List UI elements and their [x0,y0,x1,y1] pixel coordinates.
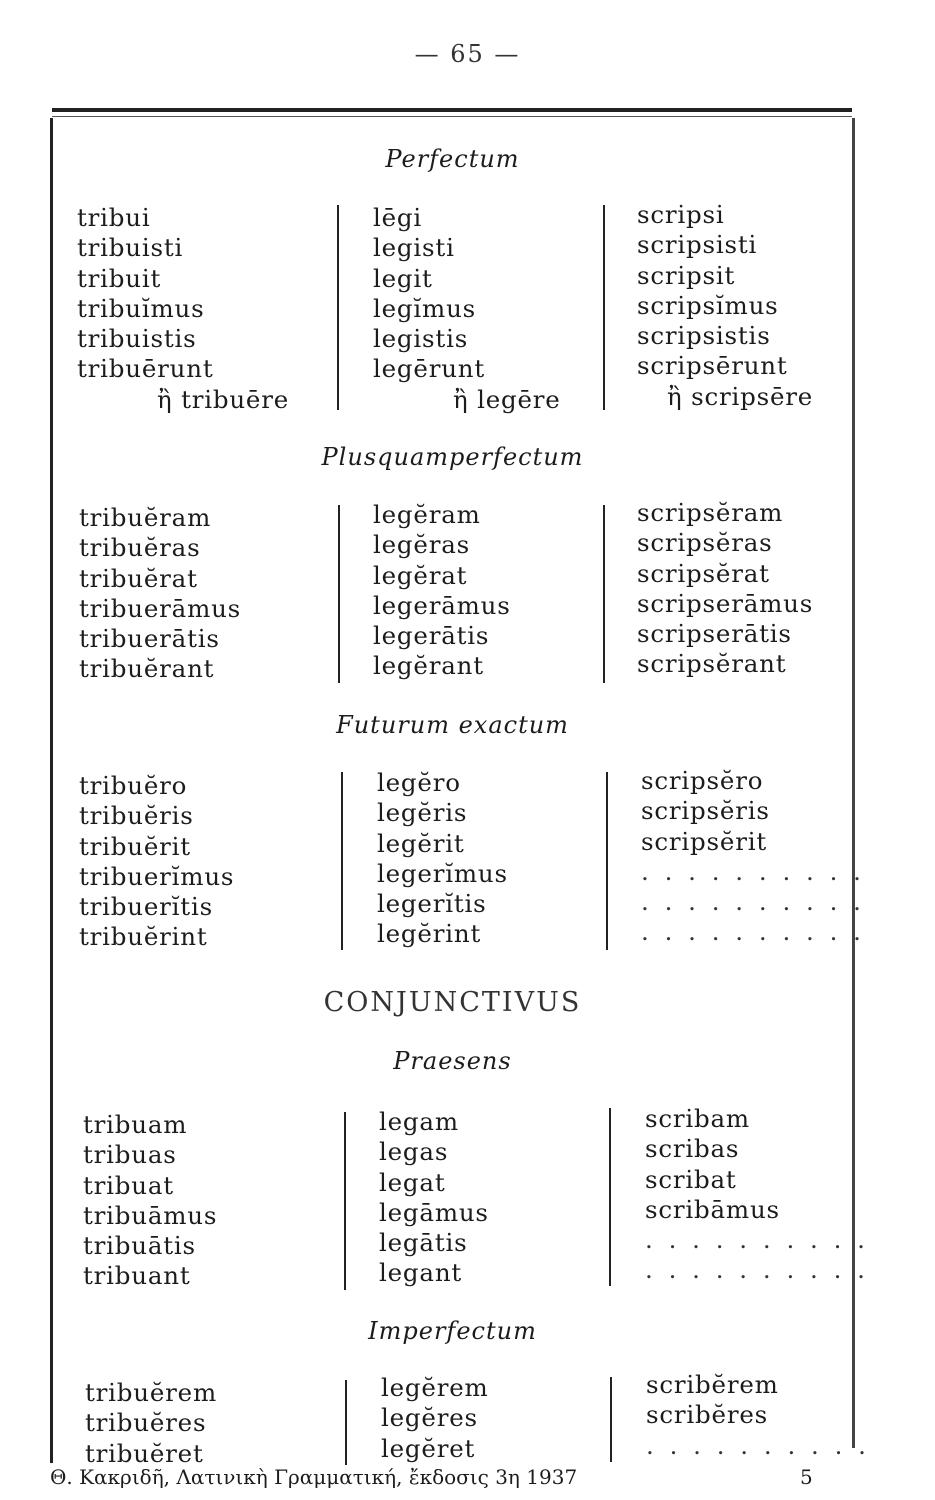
form-cell: tribuĕris [79,801,194,831]
form-cell: tribuĕres [85,1408,207,1438]
form-cell: scripsĕras [637,528,773,558]
form-cell: legērunt [373,354,486,384]
mood-heading-conjunctivus: CONJUNCTIVUS [323,987,582,1018]
form-cell: tribuātis [83,1231,196,1261]
column-scribere-perfectum [637,200,813,412]
form-cell: legat [379,1167,446,1197]
form-cell: tribui [77,203,151,232]
form-cell: scripserātis [637,619,792,649]
column-scribere-imperfectum [646,1370,870,1461]
section-heading-praesens: Praesens [393,1047,512,1075]
ellipsis-placeholder: . . . . . . . . . . [641,887,865,917]
section-heading-imperfectum: Imperfectum [368,1317,537,1345]
form-cell: scribam [645,1104,750,1133]
column-divider [344,1112,346,1290]
column-legere-futurum-exactum [377,768,508,950]
form-cell: legistis [373,324,469,354]
form-cell: scripsērunt [637,351,788,381]
column-tribuere-praesens [83,1110,217,1292]
form-cell: legas [379,1137,449,1167]
column-scribere-futurum-exactum [641,766,865,948]
form-cell: tribuĭmus [77,293,205,323]
column-legere-plusquamperfectum [373,500,511,682]
top-rule [52,108,852,112]
form-cell: scripsi [637,200,725,229]
column-tribuere-imperfectum [85,1378,217,1469]
form-cell: tribuas [83,1140,177,1170]
form-cell: legĕro [377,768,461,797]
footer-signature-number: 5 [800,1465,813,1489]
form-cell: scripsĕrit [641,826,767,856]
form-cell: tribuerĭtis [79,892,213,922]
column-scribere-plusquamperfectum [637,498,813,680]
frame-left-border [50,118,53,1463]
form-cell: scribas [645,1134,740,1164]
column-divider [606,772,608,950]
form-cell: legāmus [379,1197,489,1227]
form-cell: legisti [373,233,455,263]
form-cell: tribuāmus [83,1200,218,1230]
form-cell: scripsistis [637,321,771,351]
form-cell: tribuat [83,1170,174,1200]
form-cell: legĕrat [373,560,468,590]
form-cell: legam [379,1107,459,1136]
footer-citation: Θ. Κακριδῆ, Λατινικὴ Γραμματική, ἔκδοσις 3η 1937 [50,1465,578,1489]
form-cell-alternative: ἢ tribuēre [157,384,290,414]
form-cell: tribuerātis [79,624,220,654]
column-scribere-praesens [645,1104,869,1286]
column-legere-perfectum [373,203,561,415]
column-divider [345,1380,347,1465]
form-cell: legĕrit [377,828,465,858]
form-cell: scripserāmus [637,588,814,618]
form-cell: scripsit [637,260,736,290]
form-cell: tribuĕret [85,1438,204,1468]
ellipsis-placeholder: . . . . . . . . . . [641,917,865,947]
column-divider [603,505,605,683]
form-cell: tribuĕrint [79,922,208,952]
form-cell: tribuērunt [77,354,214,384]
form-cell: legerāmus [373,590,511,620]
form-cell: tribuĕram [79,503,212,532]
form-cell: tribuĕras [79,533,201,563]
column-tribuere-perfectum [77,203,289,415]
form-cell-alternative: ἢ legēre [453,384,561,414]
form-cell: tribuerĭmus [79,861,235,891]
form-cell: scripsĕris [641,796,770,826]
form-cell: legit [373,263,433,293]
column-divider [338,505,340,683]
form-cell: legĕret [381,1433,476,1463]
ellipsis-placeholder: . . . . . . . . . . [645,1225,869,1255]
form-cell: tribuisti [77,233,184,263]
form-cell: tribuĕrant [79,654,215,684]
form-cell: scripsĕrat [637,558,770,588]
form-cell: tribuistis [77,324,197,354]
form-cell: legātis [379,1228,468,1258]
form-cell: legĕrant [373,651,484,681]
column-legere-praesens [379,1107,489,1289]
form-cell: tribuit [77,263,162,293]
form-cell: tribuam [83,1110,188,1139]
form-cell-alternative: ἢ scripsēre [667,381,814,411]
ellipsis-placeholder: . . . . . . . . . . [646,1430,870,1460]
section-heading-perfectum: Perfectum [385,145,520,173]
form-cell: legerātis [373,621,490,651]
form-cell: legĕrint [377,919,482,949]
form-cell: scripsisti [637,230,758,260]
form-cell: scribat [645,1164,737,1194]
ellipsis-placeholder: . . . . . . . . . . [641,856,865,886]
column-divider [341,772,343,950]
form-cell: scribĕres [646,1400,769,1430]
form-cell: legĕres [381,1403,478,1433]
section-heading-plusquamperfectum: Plusquamperfectum [321,443,584,471]
form-cell: scribĕrem [646,1370,779,1399]
form-cell: scripsĕro [641,766,764,795]
column-divider [610,1377,612,1462]
column-divider [337,205,339,410]
column-divider [609,1108,611,1286]
ellipsis-placeholder: . . . . . . . . . . [645,1255,869,1285]
form-cell: tribuĕrem [85,1378,217,1407]
form-cell: tribuĕro [79,771,188,800]
form-cell: legĕris [377,798,468,828]
section-heading-futurum-exactum: Futurum exactum [336,711,569,739]
form-cell: legerĭtis [377,889,487,919]
form-cell: tribuĕrat [79,563,198,593]
form-cell: scripsĭmus [637,290,779,320]
column-divider [603,205,605,410]
form-cell: tribuerāmus [79,593,242,623]
form-cell: legant [379,1258,463,1288]
form-cell: scribāmus [645,1194,780,1224]
form-cell: legĕram [373,500,481,529]
form-cell: lēgi [373,203,423,232]
form-cell: legerĭmus [377,858,508,888]
form-cell: legĕras [373,530,471,560]
form-cell: tribuĕrit [79,831,191,861]
column-tribuere-plusquamperfectum [79,503,241,685]
form-cell: legĭmus [373,293,477,323]
form-cell: scripsĕrant [637,649,787,679]
column-legere-imperfectum [381,1373,489,1464]
form-cell: legĕrem [381,1373,489,1402]
column-tribuere-futurum-exactum [79,771,234,953]
page-number: — 65 — [414,40,521,68]
form-cell: tribuant [83,1261,191,1291]
form-cell: scripsĕram [637,498,784,527]
top-rule-thin [52,116,852,117]
